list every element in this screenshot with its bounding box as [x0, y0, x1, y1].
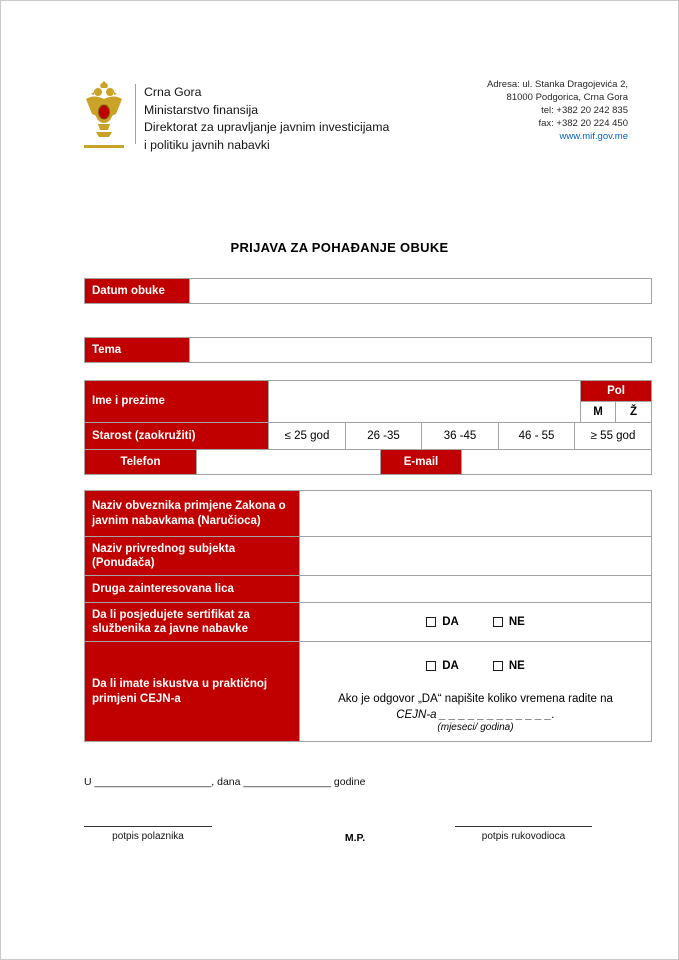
- iskustvo-note-unit: (mjeseci/ godina): [437, 721, 514, 733]
- org-directorate-line2: i politiku javnih nabavki: [144, 137, 270, 152]
- signature-block-left: [84, 826, 212, 842]
- checkbox-icon: [493, 661, 503, 671]
- logo-underline: [84, 145, 124, 148]
- datum-obuke-field[interactable]: [190, 279, 652, 304]
- signature-line-polaznik[interactable]: [84, 826, 212, 827]
- checkbox-icon: [426, 617, 436, 627]
- contact-address-line2: 81000 Podgorica, Crna Gora: [506, 92, 628, 103]
- tema-field[interactable]: [190, 338, 652, 363]
- iskustvo-note: Ako je odgovor „DA“ napišite koliko vremena radite na: [338, 692, 613, 705]
- iskustvo-ne-label: NE: [508, 659, 525, 672]
- email-label: E-mail: [381, 450, 462, 475]
- sertifikat-ne-checkbox[interactable]: [493, 616, 525, 628]
- org-ministry: Ministarstvo finansija: [144, 102, 259, 117]
- org-directorate-line1: Direktorat za upravljanje javnim investicijama: [144, 120, 390, 134]
- contact-block: [351, 78, 628, 143]
- ime-prezime-field[interactable]: [269, 381, 581, 423]
- potpis-rukovodioca-label: potpis rukovodioca: [481, 831, 566, 842]
- druga-lica-field[interactable]: [300, 576, 652, 603]
- mp-label: M.P.: [344, 832, 366, 844]
- starost-option-4[interactable]: 46 - 55: [499, 423, 575, 450]
- checkbox-icon: [493, 617, 503, 627]
- potpis-polaznika-label: potpis polaznika: [112, 831, 184, 842]
- signature-line-rukovodilac[interactable]: [455, 826, 592, 827]
- sertifikat-ne-label: NE: [508, 616, 525, 628]
- narucilac-field[interactable]: [300, 491, 652, 537]
- datum-obuke-table: [84, 278, 652, 304]
- starost-option-3[interactable]: 36 -45: [422, 423, 499, 450]
- ponudjac-label: Naziv privrednog subjekta (Ponuđača): [85, 537, 300, 576]
- iskustvo-note-blank[interactable]: CEJN-a _ _ _ _ _ _ _ _ _ _ _ _.: [396, 708, 555, 721]
- narucilac-label: Naziv obveznika primjene Zakona o javnim nabavkama (Naručioca): [85, 491, 300, 537]
- website-link[interactable]: www.mif.gov.me: [559, 131, 628, 142]
- datum-obuke-label: Datum obuke: [85, 279, 190, 304]
- page-title: PRIJAVA ZA POHAĐANJE OBUKE: [230, 240, 449, 255]
- sertifikat-label: Da li posjedujete sertifikat za službenika za javne nabavke: [85, 603, 300, 642]
- coat-of-arms-icon: [84, 79, 124, 141]
- iskustvo-da-checkbox[interactable]: [426, 660, 459, 672]
- header-divider: [135, 84, 136, 144]
- place-date-line[interactable]: U ____________________, dana _______________ godine: [84, 776, 366, 788]
- starost-option-5[interactable]: ≥ 55 god: [575, 423, 652, 450]
- personal-data-table: [84, 380, 652, 475]
- iskustvo-da-label: DA: [442, 659, 459, 672]
- starost-option-2[interactable]: 26 -35: [346, 423, 422, 450]
- sertifikat-da-label: DA: [442, 616, 459, 628]
- ime-prezime-label: Ime i prezime: [85, 381, 269, 423]
- tema-label: Tema: [85, 338, 190, 363]
- email-field[interactable]: [462, 450, 652, 475]
- telefon-label: Telefon: [85, 450, 197, 475]
- pol-option-z[interactable]: Ž: [616, 402, 652, 423]
- pol-label: Pol: [581, 381, 652, 402]
- contact-address-line1: Adresa: ul. Stanka Dragojevića 2,: [487, 79, 628, 90]
- questions-table: [84, 490, 652, 742]
- checkbox-icon: [426, 661, 436, 671]
- contact-tel: tel: +382 20 242 835: [541, 105, 628, 116]
- starost-label: Starost (zaokružiti): [85, 423, 269, 450]
- signature-block-right: [455, 826, 592, 842]
- ponudjac-field[interactable]: [300, 537, 652, 576]
- pol-option-m[interactable]: M: [581, 402, 616, 423]
- iskustvo-ne-checkbox[interactable]: [493, 660, 525, 672]
- sertifikat-answer-cell: [300, 603, 652, 642]
- iskustvo-answer-cell: [300, 642, 652, 742]
- starost-option-1[interactable]: ≤ 25 god: [269, 423, 346, 450]
- org-country: Crna Gora: [144, 85, 202, 99]
- iskustvo-label: Da li imate iskustva u praktičnoj primjeni CEJN-a: [85, 642, 300, 742]
- tema-table: [84, 337, 652, 363]
- telefon-field[interactable]: [197, 450, 381, 475]
- sertifikat-da-checkbox[interactable]: [426, 616, 459, 628]
- contact-fax: fax: +382 20 224 450: [538, 118, 628, 129]
- druga-lica-label: Druga zainteresovana lica: [85, 576, 300, 603]
